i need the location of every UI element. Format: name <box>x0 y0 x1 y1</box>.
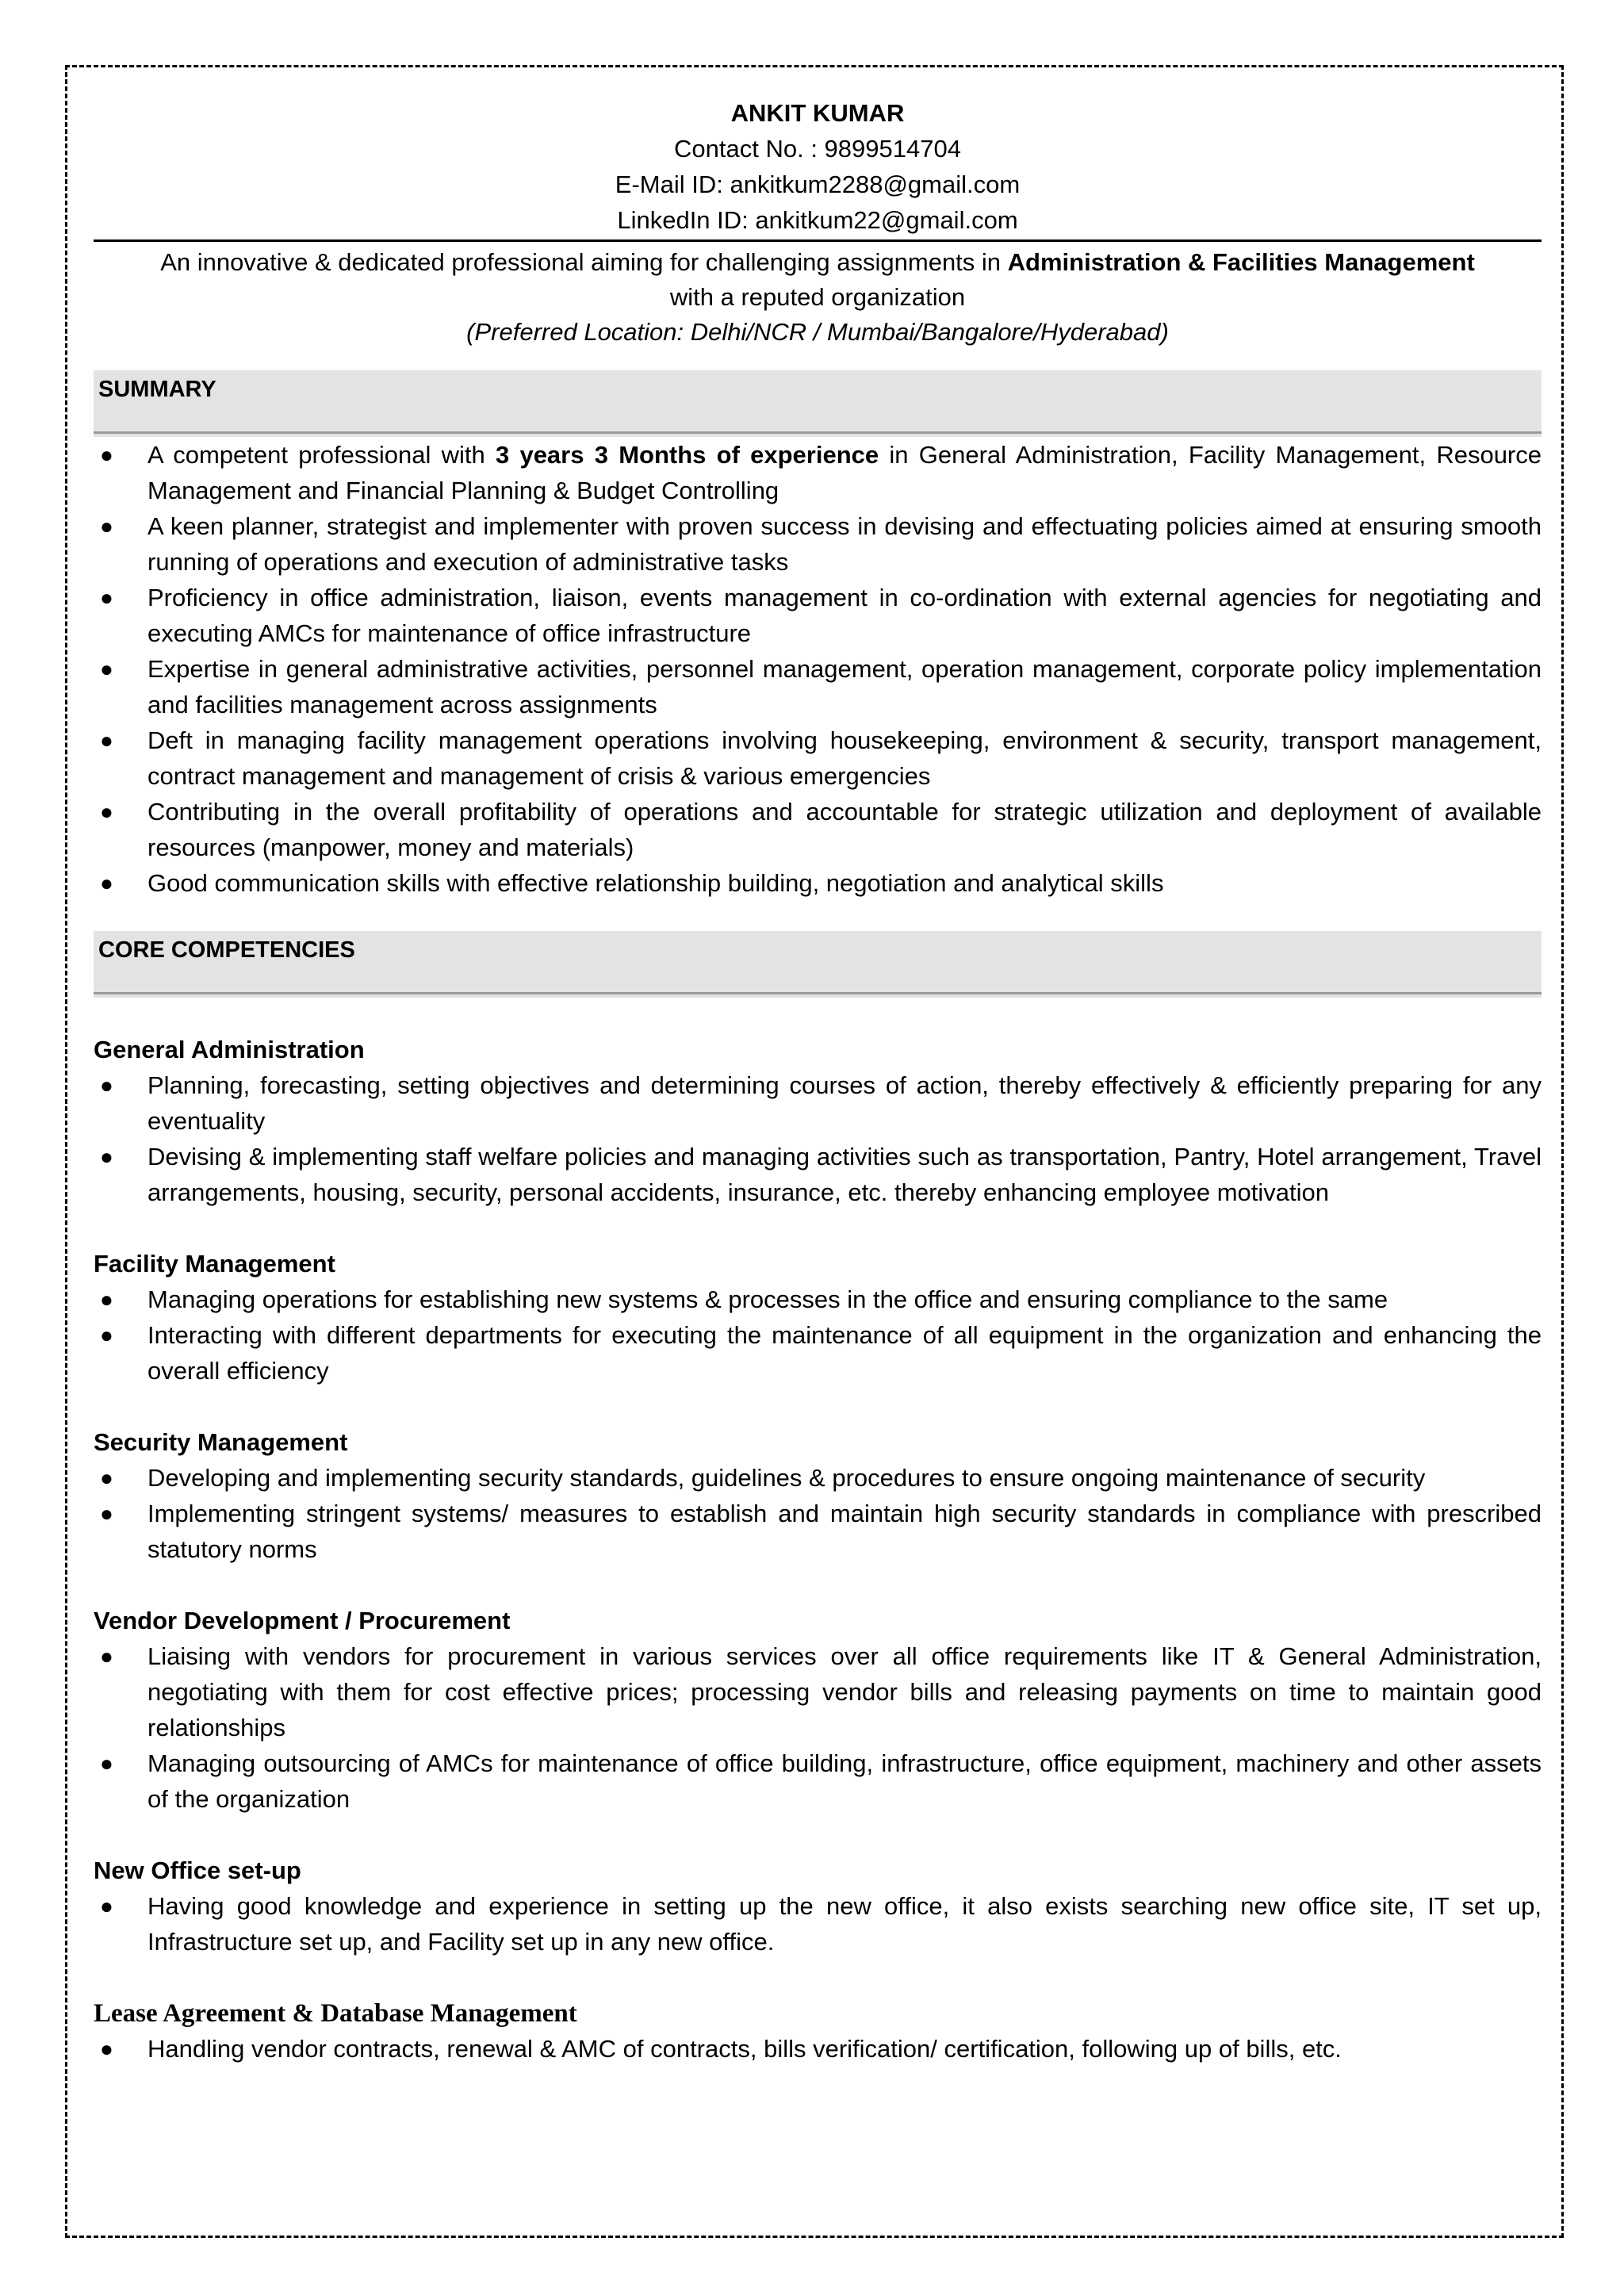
list-item <box>94 2031 1542 2067</box>
competency-text: Liaising with vendors for procurement in various services over all office requirements like IT & General Administration, negotiating with them for cost effective prices; processing vendor bills and releasing payments on time to maintain good relationships <box>147 1642 1542 1741</box>
list-item <box>94 437 1542 508</box>
summary-text: A competent professional with <box>147 441 496 469</box>
competency-title: Facility Management <box>94 1250 335 1278</box>
list-item <box>94 1317 1542 1389</box>
summary-text: Deft in managing facility management operations involving housekeeping, environment & security, transport management, contract management and management of crisis & various emergencies <box>147 726 1542 790</box>
list-item <box>94 1496 1542 1567</box>
summary-text: Contributing in the overall profitability of operations and accountable for strategic utilization and deployment of available resources (manpower, money and materials) <box>147 798 1542 861</box>
competency-title: Security Management <box>94 1428 348 1456</box>
bullet-icon: ● <box>100 1466 113 1490</box>
list-item <box>94 722 1542 794</box>
list-item <box>94 865 1542 901</box>
objective-statement <box>94 245 1542 350</box>
competency-list <box>94 1282 1542 1389</box>
preferred-location: (Preferred Location: Delhi/NCR / Mumbai/Bangalore/Hyderabad) <box>466 318 1169 346</box>
competency-list <box>94 1888 1542 1960</box>
competency-title: Vendor Development / Procurement <box>94 1607 511 1634</box>
list-item <box>94 1745 1542 1817</box>
competency-text: Implementing stringent systems/ measures to establish and maintain high security standards in compliance with prescribed statutory norms <box>147 1500 1542 1563</box>
bullet-icon: ● <box>100 585 113 610</box>
candidate-name: ANKIT KUMAR <box>730 99 905 127</box>
bullet-icon: ● <box>100 799 113 824</box>
competency-title: Lease Agreement & Database Management <box>94 1999 577 2028</box>
bullet-icon: ● <box>100 1501 113 1526</box>
competency-text: Developing and implementing security standards, guidelines & procedures to ensure ongoing maintenance of security <box>147 1464 1426 1492</box>
bullet-icon: ● <box>100 728 113 753</box>
list-item <box>94 580 1542 651</box>
summary-text: Good communication skills with effective relationship building, negotiation and analytical skills <box>147 869 1164 897</box>
bullet-icon: ● <box>100 1287 113 1312</box>
core-competencies-header <box>94 931 1542 998</box>
linkedin-id: LinkedIn ID: ankitkum22@gmail.com <box>617 206 1018 234</box>
list-item <box>94 1139 1542 1210</box>
competency-list <box>94 1638 1542 1817</box>
list-item <box>94 1282 1542 1317</box>
section-underline <box>94 431 1542 434</box>
core-competencies-title: CORE COMPETENCIES <box>98 937 355 963</box>
resume-content <box>94 95 1542 2067</box>
competency-list <box>94 1067 1542 1210</box>
list-item <box>94 1067 1542 1139</box>
list-item <box>94 1638 1542 1745</box>
summary-section-header <box>94 370 1542 437</box>
bullet-icon: ● <box>100 1323 113 1347</box>
competency-text: Planning, forecasting, setting objectives and determining courses of action, thereby effectively & efficiently preparing for any eventuality <box>147 1071 1542 1135</box>
competency-title: New Office set-up <box>94 1856 301 1884</box>
objective-focus: Administration & Facilities Management <box>1007 248 1475 276</box>
competency-text: Managing outsourcing of AMCs for maintenance of office building, infrastructure, office equipment, machinery and other assets of the organization <box>147 1749 1542 1813</box>
list-item <box>94 1460 1542 1496</box>
section-underline <box>94 992 1542 994</box>
competency-text: Having good knowledge and experience in setting up the new office, it also exists searching new office site, IT set up, Infrastructure set up, and Facility set up in any new office. <box>147 1892 1542 1956</box>
list-item <box>94 651 1542 722</box>
bullet-icon: ● <box>100 1144 113 1169</box>
list-item <box>94 794 1542 865</box>
bullet-icon: ● <box>100 1644 113 1669</box>
competency-list <box>94 2031 1542 2067</box>
email-id: E-Mail ID: ankitkum2288@gmail.com <box>615 170 1021 198</box>
competency-text: Handling vendor contracts, renewal & AMC of contracts, bills verification/ certification, following up of bills, etc. <box>147 2035 1342 2063</box>
competency-text: Managing operations for establishing new systems & processes in the office and ensuring compliance to the same <box>147 1285 1388 1313</box>
summary-list <box>94 437 1542 901</box>
objective-text-end: with a reputed organization <box>669 283 966 311</box>
summary-text: Expertise in general administrative activities, personnel management, operation management, corporate policy implementation and facilities management across assignments <box>147 655 1542 718</box>
header-divider <box>94 239 1542 242</box>
contact-number: Contact No. : 9899514704 <box>674 135 961 163</box>
bullet-icon: ● <box>100 443 113 467</box>
bullet-icon: ● <box>100 1073 113 1098</box>
summary-text: Proficiency in office administration, liaison, events management in co-ordination with external agencies for negotiating and executing AMCs for maintenance of office infrastructure <box>147 584 1542 647</box>
competency-list <box>94 1460 1542 1567</box>
objective-text: An innovative & dedicated professional aiming for challenging assignments in <box>160 248 1008 276</box>
summary-text: A keen planner, strategist and implementer with proven success in devising and effectuating policies aimed at ensuring smooth running of operations and execution of administrative tasks <box>147 512 1542 576</box>
bullet-icon: ● <box>100 2036 113 2061</box>
bullet-icon: ● <box>100 871 113 895</box>
resume-header <box>94 95 1542 238</box>
bullet-icon: ● <box>100 514 113 538</box>
summary-highlight: 3 years 3 Months of experience <box>495 441 879 469</box>
list-item <box>94 508 1542 580</box>
summary-text: in General Administration, Facility Management, Resource Management and Financial Planning & Budget Controlling <box>147 441 1542 504</box>
competency-title: General Administration <box>94 1036 365 1063</box>
summary-title: SUMMARY <box>98 377 216 402</box>
list-item <box>94 1888 1542 1960</box>
bullet-icon: ● <box>100 657 113 681</box>
bullet-icon: ● <box>100 1751 113 1776</box>
competency-text: Devising & implementing staff welfare policies and managing activities such as transportation, Pantry, Hotel arrangement, Travel arrangements, housing, security, personal accidents, insurance, etc. thereby enhancing employee motivation <box>147 1143 1542 1206</box>
bullet-icon: ● <box>100 1894 113 1918</box>
competency-text: Interacting with different departments for executing the maintenance of all equipment in the organization and enhancing the overall efficiency <box>147 1321 1542 1385</box>
